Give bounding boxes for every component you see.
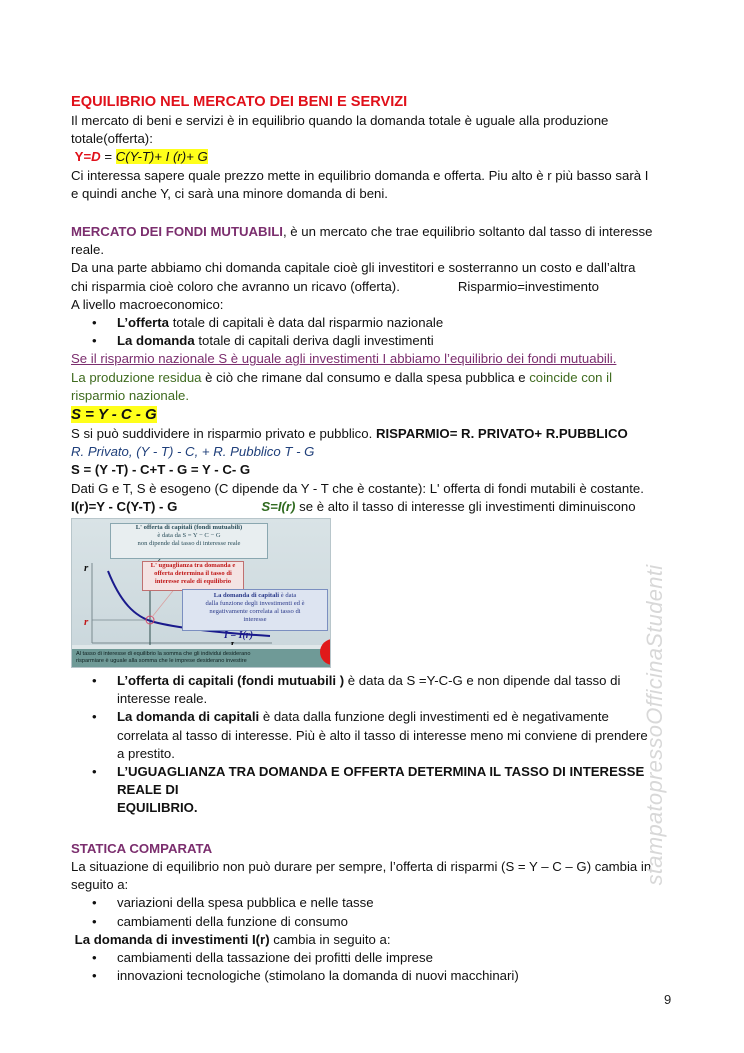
annotation-text: L' offerta di capitali (fondi mutuabili)	[135, 524, 243, 532]
green-text: coincide con il	[529, 369, 613, 385]
annotation-text: offerta determina il tasso di	[154, 570, 232, 578]
list-item-text: variazioni della spesa pubblica e nelle tasse	[117, 895, 374, 911]
list-item-text: è data dalla funzione degli investimenti ed è negativamente	[259, 709, 609, 725]
list-item-text: è data da S =Y-C-G e non dipende dal tasso di	[344, 673, 621, 689]
paragraph-investment-function	[71, 498, 681, 516]
list-item	[71, 672, 681, 708]
annotation-bold: La domanda di capitali	[213, 592, 280, 600]
section-title-fondi-mutuabili: MERCATO DEI FONDI MUTUABILI	[71, 224, 283, 240]
list-item-bold: La domanda di capitali	[117, 709, 260, 725]
chart-caption	[72, 649, 330, 667]
paragraph: risparmio nazionale.	[71, 387, 190, 403]
list-item-text: correlata al tasso di interesse. Più è alto il tasso di interesse meno mi conviene di prendere	[117, 727, 648, 743]
paragraph-produzione-residua	[71, 369, 681, 387]
document-page	[71, 92, 681, 985]
page-number: 9	[664, 992, 672, 1007]
bullet-icon: •	[92, 895, 97, 911]
italic-formula: R. Privato, (Y - T) - C, + R. Pubblico T - G	[71, 444, 315, 460]
list-item-text: a prestito.	[117, 745, 175, 761]
annotation-text: è data	[279, 592, 297, 600]
formula-equals: =	[83, 149, 92, 165]
list-item-bold: La domanda	[117, 333, 195, 349]
curve-label: I = I(r)	[224, 630, 254, 642]
list-item-bold: L’offerta	[117, 315, 170, 331]
list-item	[71, 913, 681, 931]
bold-formula: I(r)=Y - C(Y-T) - G	[71, 498, 178, 514]
annotation-text: negativamente correlata al tasso di	[209, 608, 301, 616]
bold-text: La domanda di investimenti I(r)	[74, 931, 270, 947]
annotation-text: L' uguaglianza tra domanda e	[150, 562, 236, 570]
watermark-text: stampatopressoOfficinaStudenti	[642, 564, 667, 886]
caption-text: Al tasso di interesse di equilibrio la somma che gli individui desiderano	[76, 651, 251, 658]
paragraph-text: S si può suddividere in risparmio privato e pubblico.	[71, 426, 376, 442]
green-formula: S=I(r)	[261, 498, 296, 514]
section-title-equilibrio-beni-servizi: EQUILIBRIO NEL MERCATO DEI BENI E SERVIZI	[71, 94, 408, 110]
list-item-text: cambiamenti della funzione di consumo	[117, 913, 348, 929]
list-item	[71, 967, 681, 985]
list-item	[71, 708, 681, 763]
list-item-text: interesse reale.	[117, 691, 208, 707]
equilibrium-rate-label: r	[84, 616, 89, 629]
list-item-text: innovazioni tecnologiche (stimolano la domanda di nuovi macchinari)	[117, 968, 519, 984]
equilibrium-annotation-box	[142, 561, 244, 591]
paragraph: A livello macroeconomico:	[71, 296, 224, 312]
watermark	[640, 520, 670, 930]
formula-s-highlight: S = Y - C - G	[71, 406, 157, 424]
list-item	[71, 332, 681, 350]
bullet-icon: •	[92, 949, 97, 965]
list-item	[71, 763, 681, 818]
bullet-icon: •	[92, 968, 97, 984]
supply-annotation-box	[110, 523, 268, 559]
paragraph-text: chi risparmia cioè coloro che avranno un ricavo (offerta).	[71, 278, 400, 294]
caption-text: risparmiare è uguale alla somma che le imprese desiderano investire	[76, 658, 247, 665]
list-item-bold: L’UGUAGLIANZA TRA DOMANDA E OFFERTA DETERMINA IL TASSO DI INTERESSE REALE DI	[117, 764, 645, 798]
paragraph-text: se è alto il tasso di interesse gli investimenti diminuiscono	[295, 498, 636, 514]
section-intro-fondi-mutuabili	[71, 223, 681, 241]
bullet-list-offerta-risparmi	[71, 894, 681, 930]
formula-y: Y	[74, 149, 84, 165]
paragraph: seguito a:	[71, 877, 129, 893]
bullet-list-capitali	[71, 314, 681, 350]
list-item-bold: EQUILIBRIO.	[117, 800, 198, 816]
list-item	[71, 894, 681, 912]
paragraph-text: cambia in seguito a:	[269, 931, 391, 947]
paragraph: Da una parte abbiamo chi domanda capitale cioè gli investitori e sosterranno un costo e dall’altra	[71, 260, 636, 276]
paragraph: La situazione di equilibrio non può durare per sempre, l’offerta di risparmi (S = Y – C – G) cambia in	[71, 858, 652, 874]
formula-equals-sign: =	[100, 149, 116, 165]
paragraph	[71, 278, 681, 296]
annotation-text: interesse	[243, 616, 267, 624]
bullet-icon: •	[92, 333, 97, 349]
annotation-text: non dipende dal tasso di interesse reale	[137, 540, 241, 548]
bullet-icon: •	[92, 673, 97, 689]
list-item-bold: L’offerta di capitali (fondi mutuabili )	[117, 673, 345, 689]
paragraph: e quindi anche Y, ci sarà una minore domanda di beni.	[71, 185, 388, 201]
paragraph: Dati G e T, S è esogeno (C dipende da Y - T che è costante): L' offerta di fondi mutabili è costante.	[71, 480, 644, 496]
list-item-text: totale di capitali è data dal risparmio nazionale	[169, 315, 444, 331]
formula-goods-equilibrium	[71, 148, 681, 166]
risparmio-investimento-note: Risparmio=investimento	[457, 278, 599, 294]
paragraph	[71, 931, 681, 949]
demand-annotation-box	[182, 589, 328, 631]
list-item	[71, 949, 681, 967]
bold-formula: RISPARMIO= R. PRIVATO+ R.PUBBLICO	[375, 426, 628, 442]
y-axis-label: r	[84, 562, 89, 575]
paragraph: reale.	[71, 242, 104, 258]
bullet-icon: •	[92, 913, 97, 929]
formula-savings	[71, 405, 681, 425]
paragraph-text: è ciò che rimane dal consumo e dalla spesa pubblica e	[201, 369, 530, 385]
annotation-text: interesse reale di equilibrio	[154, 578, 232, 586]
bullet-icon: •	[92, 315, 97, 331]
bullet-list-figure-summary	[71, 672, 681, 818]
annotation-text: è data da S = Y − C − G	[157, 532, 221, 540]
annotation-text: dalla funzione degli investimenti ed è	[205, 600, 305, 608]
list-item-text: cambiamenti della tassazione dei profitti delle imprese	[117, 949, 433, 965]
section-intro-text: , è un mercato che trae equilibrio soltanto dal tasso di interesse	[282, 224, 653, 240]
bullet-icon: •	[92, 764, 97, 780]
section-title-statica-comparata: STATICA COMPARATA	[71, 840, 213, 856]
underlined-key-sentence: Se il risparmio nazionale S è uguale agli investimenti I abbiamo l’equilibrio dei fondi mutuabili.	[71, 351, 617, 367]
formula-rhs-highlight: C(Y-T)+ I (r)+ G	[115, 149, 208, 165]
bullet-icon: •	[92, 709, 97, 725]
bullet-list-domanda-investimenti	[71, 949, 681, 985]
paragraph: totale(offerta):	[71, 131, 153, 147]
paragraph: Il mercato di beni e servizi è in equilibrio quando la domanda totale è uguale alla produzione	[71, 113, 609, 128]
green-text: La produzione residua	[71, 369, 202, 385]
bold-formula: S = (Y -T) - C+T - G = Y - C- G	[71, 462, 251, 478]
list-item-text: totale di capitali deriva dagli investimenti	[194, 333, 434, 349]
paragraph	[71, 425, 681, 443]
formula-d: D	[91, 149, 101, 165]
paragraph: Ci interessa sapere quale prezzo mette in equilibrio domanda e offerta. Piu alto è r più basso sarà I	[71, 167, 649, 183]
loanable-funds-chart-image	[71, 518, 331, 668]
list-item	[71, 314, 681, 332]
